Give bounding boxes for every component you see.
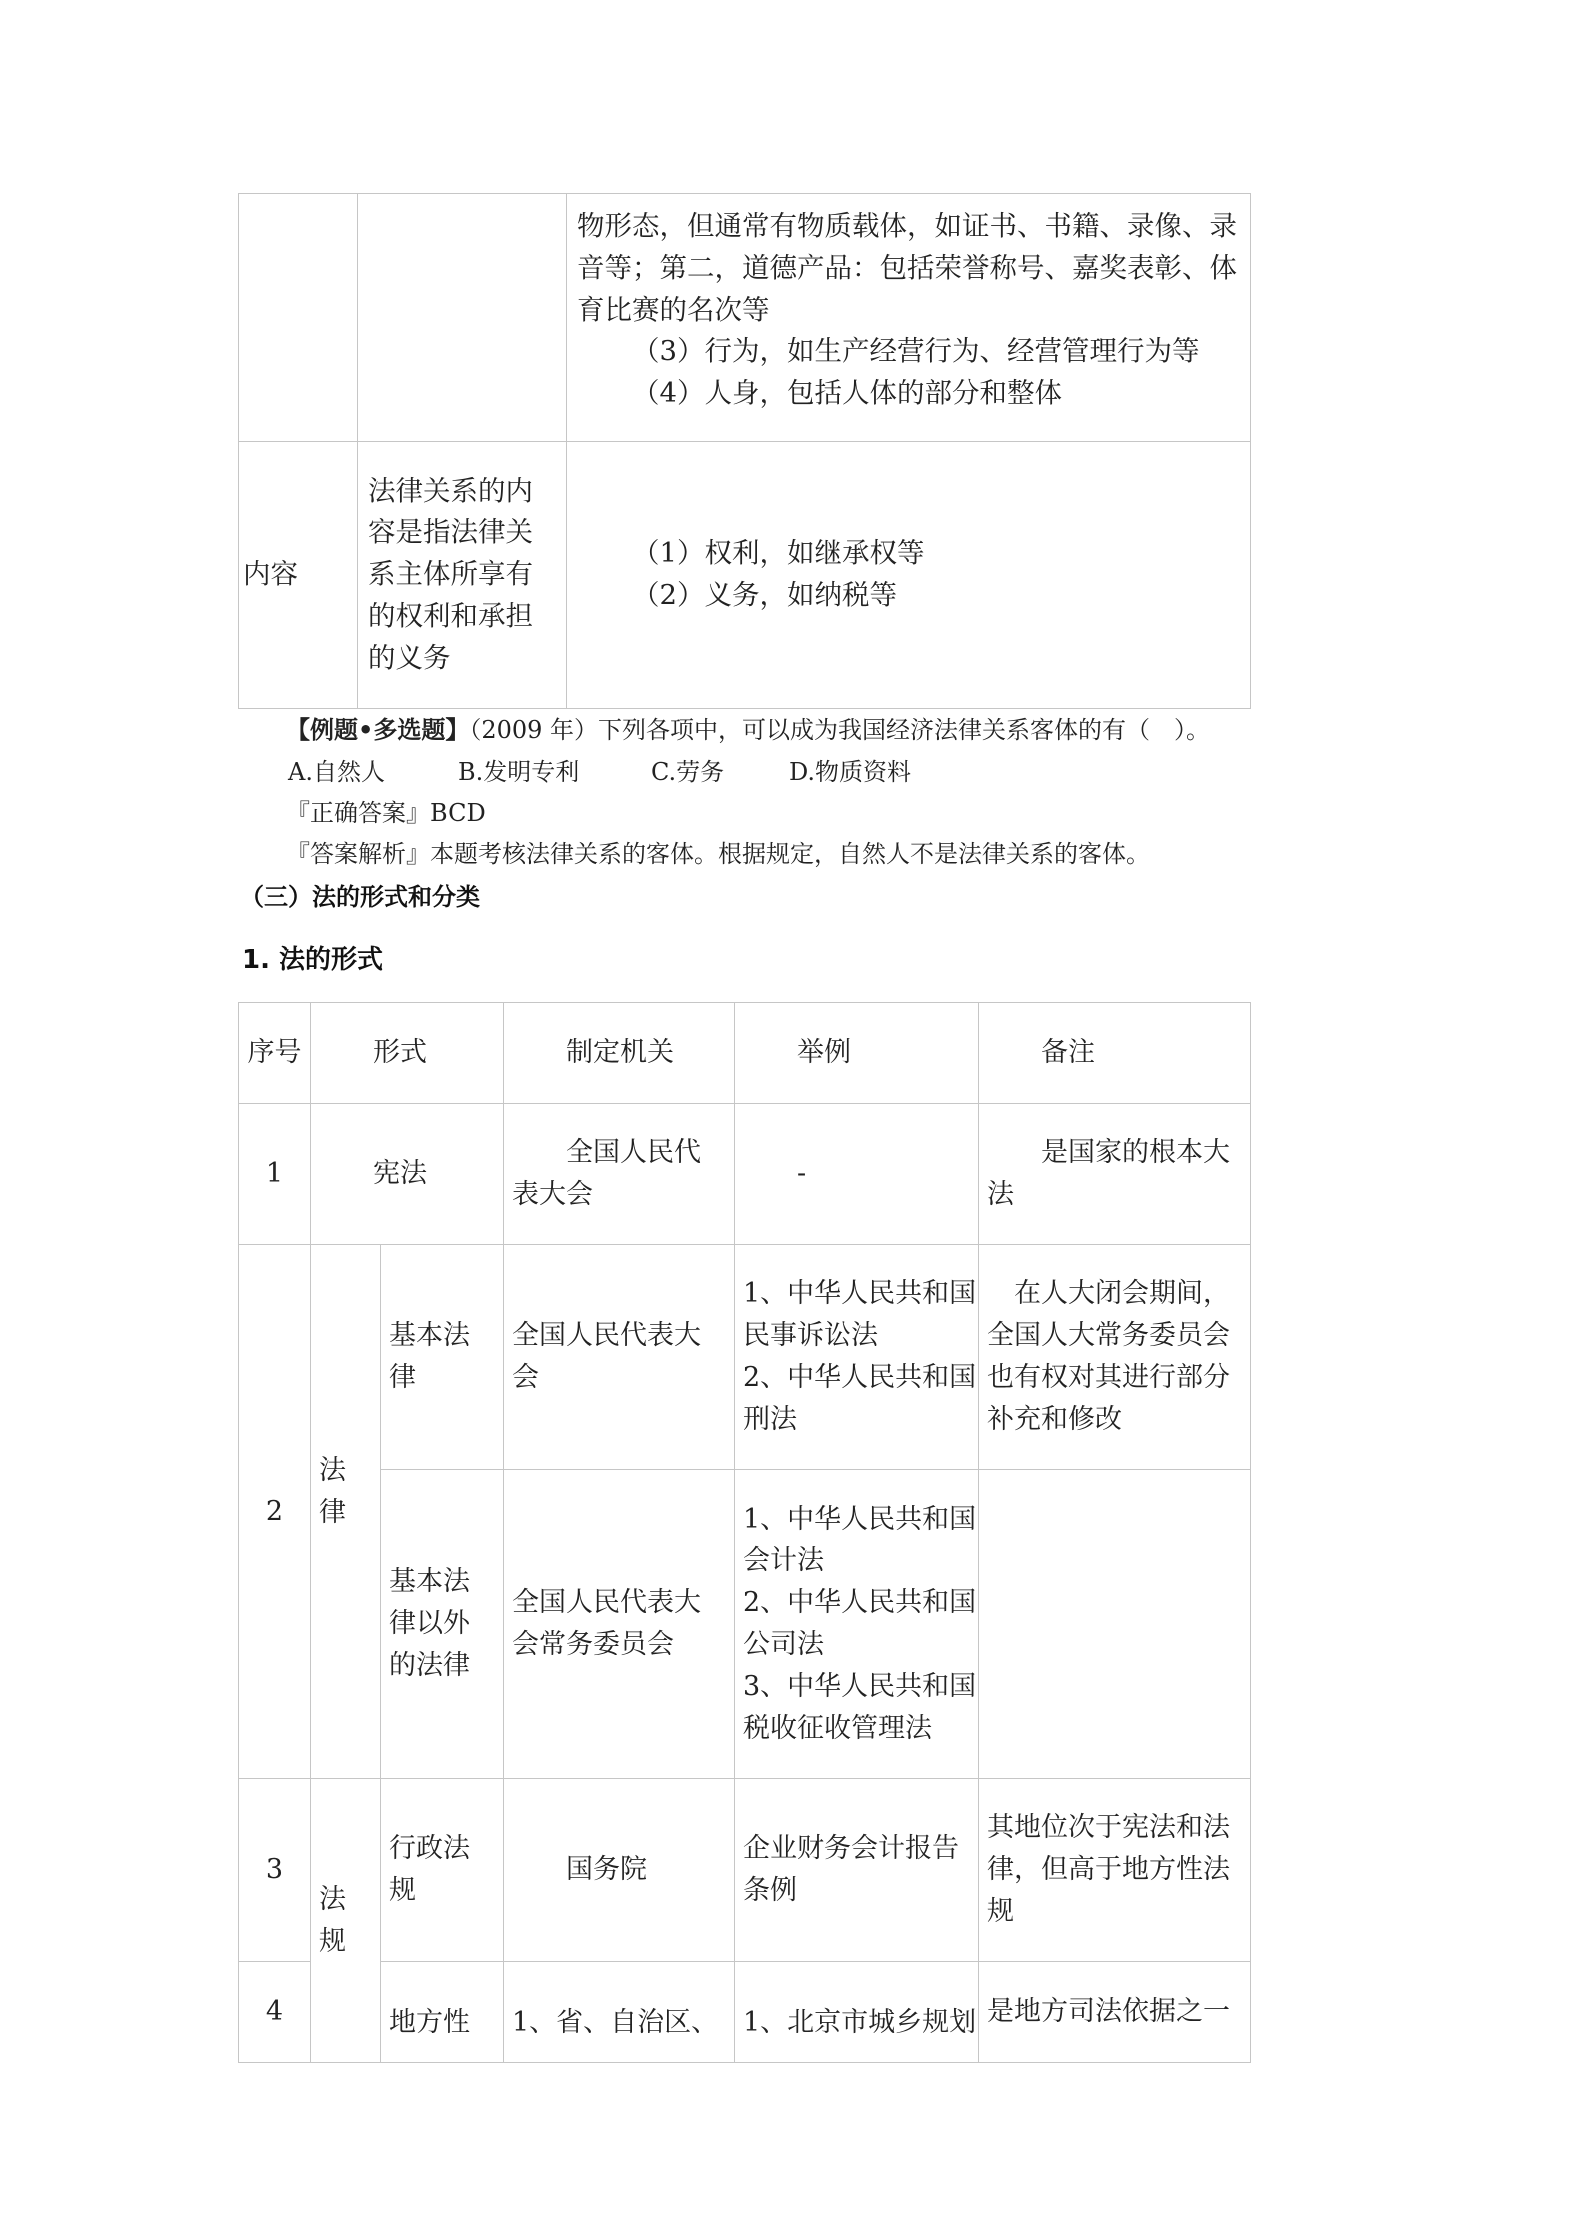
form-group-line: 规 (319, 1925, 346, 1957)
form-line: 规 (389, 1875, 416, 1906)
definition-cell (358, 442, 567, 709)
analysis-text: 本题考核法律关系的客体。根据规定，自然人不是法律关系的客体。 (430, 840, 1150, 868)
authority-cell (504, 1470, 735, 1779)
form-cell (381, 1779, 504, 1962)
detail-line: 物形态，但通常有物质载体，如证书、书籍、录像、录 (577, 210, 1237, 242)
detail-line: 音等；第二，道德产品：包括荣誉称号、嘉奖表彰、体 (577, 251, 1237, 284)
note-cell (979, 1245, 1251, 1470)
header-notes (979, 1003, 1251, 1104)
example-line: 会计法 (743, 1545, 824, 1577)
definition-line: 系主体所享有 (368, 558, 533, 591)
form-line: 基本法 (389, 1320, 470, 1352)
form-group-cell (311, 1779, 381, 2063)
form-line: 宪法 (373, 1158, 427, 1190)
option-a: A.自然人 (288, 758, 385, 786)
table-row (239, 1779, 1251, 1962)
table-row (239, 194, 1251, 442)
note-cell (979, 1779, 1251, 1962)
subsection-heading: 1. 法的形式 (242, 945, 384, 975)
header-no (239, 1003, 311, 1104)
header-notes-label: 备注 (1041, 1037, 1095, 1069)
law-forms-table (238, 1002, 1251, 2063)
authority-line: 会 (512, 1362, 539, 1393)
note-line: 补充和修改 (987, 1403, 1122, 1435)
form-group-line: 法 (319, 1883, 346, 1915)
example-line: 1、中华人民共和国 (743, 1278, 977, 1310)
table-row (239, 442, 1251, 709)
authority-cell (504, 1104, 735, 1245)
note-line: 是地方司法依据之一 (987, 1996, 1230, 2028)
definition-line: 的义务 (368, 641, 451, 674)
example-options (288, 752, 988, 793)
example-cell (735, 1245, 979, 1470)
table-row (239, 1245, 1251, 1470)
definition-line: 容是指法律关 (368, 516, 533, 549)
form-group-line: 律 (319, 1496, 346, 1528)
answer-value: BCD (430, 799, 486, 827)
table-row (239, 1470, 1251, 1779)
example-line: 民事诉讼法 (743, 1320, 878, 1352)
example-line: 2、中华人民共和国 (743, 1362, 977, 1393)
detail-line: （2）义务，如纳税等 (632, 579, 897, 611)
section-heading: （三）法的形式和分类 (240, 883, 480, 911)
form-line: 律以外 (389, 1608, 470, 1640)
row-no-value: 2 (265, 1495, 284, 1527)
example-title: 【例题•多选题】 (286, 716, 470, 744)
category-label: 内容 (243, 558, 298, 591)
header-authority-label: 制定机关 (566, 1037, 674, 1069)
form-cell (381, 1470, 504, 1779)
example-answer (286, 793, 486, 834)
example-question (286, 710, 1210, 751)
option-b: B.发明专利 (458, 758, 580, 786)
form-line: 的法律 (389, 1649, 470, 1681)
note-line: 规 (987, 1895, 1014, 1927)
example-cell (735, 1779, 979, 1962)
note-cell (979, 1104, 1251, 1245)
table-row (239, 1962, 1251, 2063)
authority-line: 会常务委员会 (512, 1629, 674, 1660)
example-cell (735, 1104, 979, 1245)
example-question-text: （2009 年）下列各项中，可以成为我国经济法律关系客体的有（ ）。 (469, 716, 1211, 744)
form-line: 律 (389, 1362, 416, 1393)
row-no (239, 1962, 311, 2063)
detail-line: （1）权利，如继承权等 (632, 537, 925, 570)
form-line: 行政法 (389, 1833, 470, 1865)
note-cell (979, 1470, 1251, 1779)
authority-cell (504, 1245, 735, 1470)
note-line: 是国家的根本大 (1041, 1137, 1230, 1169)
example-line: 2、中华人民共和国 (743, 1587, 977, 1619)
table-header-row (239, 1003, 1251, 1104)
detail-line: 育比赛的名次等 (577, 293, 770, 326)
note-cell (979, 1962, 1251, 2063)
header-no-label: 序号 (247, 1037, 302, 1069)
form-cell (381, 1962, 504, 2063)
example-analysis (286, 834, 1150, 875)
detail-cell (567, 194, 1251, 442)
authority-line: 全国人民代 (566, 1137, 701, 1169)
example-line: 刑法 (743, 1403, 797, 1435)
example-line: 企业财务会计报告 (743, 1833, 959, 1865)
authority-line: 全国人民代表大 (512, 1320, 701, 1352)
form-cell (381, 1245, 504, 1470)
authority-line: 全国人民代表大 (512, 1587, 701, 1619)
answer-label: 『正确答案』 (286, 799, 430, 827)
option-d: D.物质资料 (789, 758, 912, 786)
form-line: 地方性 (389, 2007, 470, 2038)
form-line: 基本法 (389, 1566, 470, 1598)
example-cell (735, 1470, 979, 1779)
note-line: 在人大闭会期间， (1014, 1278, 1230, 1310)
header-examples (735, 1003, 979, 1104)
header-form-label: 形式 (373, 1037, 427, 1069)
note-line: 全国人大常务委员会 (987, 1320, 1230, 1352)
legal-relation-table (238, 193, 1251, 709)
note-line: 其地位次于宪法和法 (987, 1812, 1230, 1844)
category-cell (239, 194, 358, 442)
option-c: C.劳务 (651, 758, 725, 786)
authority-cell (504, 1779, 735, 1962)
definition-cell (358, 194, 567, 442)
form-group-line: 法 (319, 1454, 346, 1486)
authority-line: 表大会 (512, 1179, 593, 1210)
header-form (311, 1003, 504, 1104)
header-authority (504, 1003, 735, 1104)
example-line: 条例 (743, 1875, 797, 1906)
definition-line: 法律关系的内 (368, 474, 533, 507)
example-line: 公司法 (743, 1629, 824, 1660)
note-line: 法 (987, 1179, 1014, 1210)
definition-line: 的权利和承担 (368, 599, 533, 632)
row-no-value: 4 (265, 1996, 284, 2028)
example-line: 1、中华人民共和国 (743, 1503, 977, 1535)
row-no-value: 3 (265, 1854, 284, 1886)
form-cell (311, 1104, 504, 1245)
authority-line: 1、省、自治区、 (512, 2007, 719, 2038)
example-line: - (797, 1158, 807, 1190)
note-line: 律，但高于地方性法 (987, 1854, 1230, 1886)
row-no (239, 1779, 311, 1962)
example-line: 3、中华人民共和国 (743, 1670, 977, 1702)
analysis-label: 『答案解析』 (286, 840, 430, 868)
table-row (239, 1104, 1251, 1245)
detail-cell (567, 442, 1251, 709)
authority-cell (504, 1962, 735, 2063)
form-group-cell (311, 1245, 381, 1779)
authority-line: 国务院 (566, 1854, 647, 1886)
example-cell (735, 1962, 979, 2063)
row-no (239, 1104, 311, 1245)
example-line: 1、北京市城乡规划 (743, 2007, 977, 2038)
row-no-value: 1 (265, 1158, 284, 1190)
header-examples-label: 举例 (797, 1037, 851, 1069)
detail-line: （3）行为，如生产经营行为、经营管理行为等 (632, 335, 1200, 368)
note-line: 也有权对其进行部分 (987, 1362, 1230, 1393)
detail-line: （4）人身，包括人体的部分和整体 (632, 377, 1062, 410)
example-line: 税收征收管理法 (743, 1712, 932, 1744)
category-cell (239, 442, 358, 709)
row-no (239, 1245, 311, 1779)
